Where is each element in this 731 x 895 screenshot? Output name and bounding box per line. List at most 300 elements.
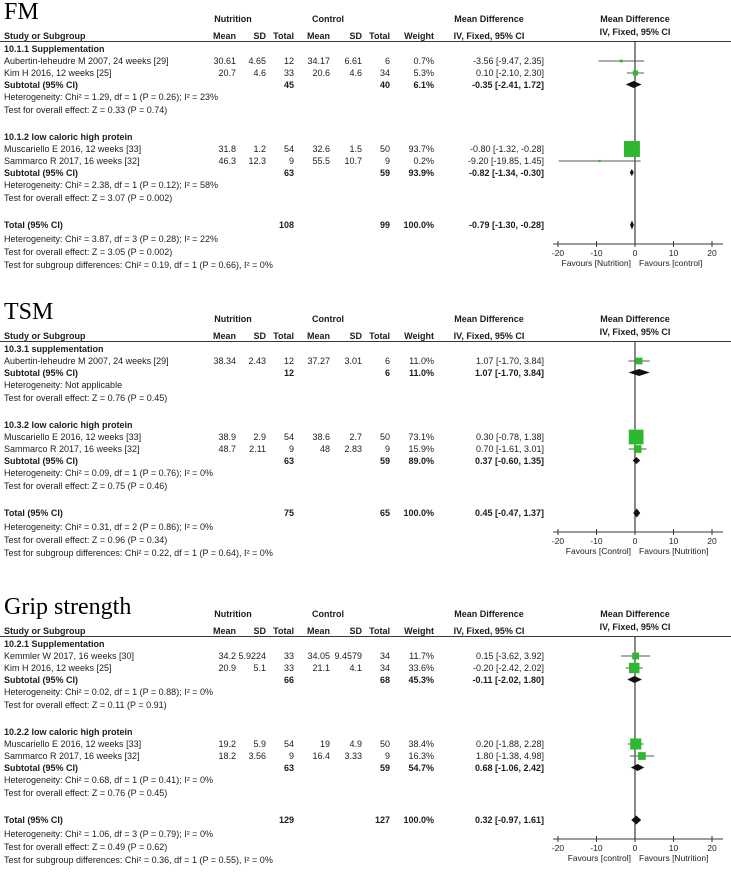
cell-ci: -3.56 [-9.47, 2.35] (472, 56, 544, 66)
footnote-line-text: Test for overall effect: Z = 0.49 (P = 0.62) (4, 841, 168, 852)
cell-sd1: 1.2 (253, 144, 266, 154)
footnote-line-text: Test for overall effect: Z = 3.05 (P = 0.002) (4, 246, 173, 257)
footnote-line-text: Heterogeneity: Chi² = 0.31, df = 2 (P = 0.86); I² = 0% (4, 521, 213, 532)
subgroup-label (0, 725, 545, 738)
heterogeneity-line-text: Heterogeneity: Chi² = 0.09, df = 1 (P = 0.76); I² = 0% (4, 467, 213, 478)
cell-total1: 63 (283, 762, 294, 773)
cell-weight: 0.2% (413, 156, 434, 166)
overall-effect-line-text: Test for overall effect: Z = 0.33 (P = 0.74) (4, 104, 168, 115)
cell-weight: 93.9% (408, 167, 434, 178)
tick-label: 20 (707, 248, 717, 258)
favours-right-label: Favours [Nutrition] (639, 546, 709, 556)
column-header-total1: Total (273, 31, 294, 41)
cell-total1: 63 (283, 455, 294, 466)
cell-mean2: 34.05 (307, 651, 330, 661)
cell-sd1: 4.6 (253, 68, 266, 78)
column-header-weight: Weight (404, 331, 434, 341)
cell-ci: 0.70 [-1.61, 3.01] (475, 444, 544, 454)
cell-total1: 12 (283, 367, 294, 378)
column-header-study: Study or Subgroup (4, 626, 86, 636)
panel-title: Grip strength (4, 594, 132, 620)
column-header-mean1: Mean (212, 626, 236, 636)
cell-mean1: 38.34 (213, 356, 236, 366)
group-header-mean-difference: Mean Difference (454, 609, 524, 619)
tick-label: -10 (590, 248, 603, 258)
cell-weight: 33.6% (408, 663, 434, 673)
pooled-diamond (630, 221, 634, 230)
cell-total1: 12 (283, 56, 294, 66)
cell-total2: 50 (379, 739, 390, 749)
group-header-mean-difference: Mean Difference (454, 14, 524, 24)
cell-weight: 11.0% (409, 356, 434, 366)
cell-study: Subtotal (95% CI) (4, 455, 79, 466)
cell-sd1: 5.9 (253, 739, 266, 749)
forest-plot-svg (545, 595, 731, 895)
effect-marker-square (636, 358, 643, 365)
cell-total1: 33 (283, 68, 294, 78)
column-header-mean1: Mean (212, 331, 236, 341)
column-header-mean1: Mean (212, 31, 236, 41)
column-header-sd2: SD (349, 626, 362, 636)
column-header-row (0, 331, 545, 341)
pooled-diamond (633, 457, 641, 464)
overall-effect-line-text: Test for overall effect: Z = 0.75 (P = 0.46) (4, 480, 168, 491)
cell-weight: 11.0% (408, 367, 434, 378)
cell-study: Sammarco R 2017, 16 weeks [32] (4, 444, 140, 454)
column-header-sd1: SD (253, 626, 266, 636)
cell-ci: -9.20 [-19.85, 1.45] (467, 156, 544, 166)
footnote-line (0, 533, 545, 546)
footnote-line (0, 232, 545, 245)
plot-header-ci: IV, Fixed, 95% CI (599, 622, 671, 632)
spacer-row (0, 799, 545, 813)
cell-weight: 73.1% (408, 432, 434, 442)
cell-mean2: 19 (319, 739, 330, 749)
cell-total1: 54 (283, 739, 294, 749)
cell-sd2: 10.7 (344, 156, 362, 166)
pooled-diamond (627, 676, 642, 683)
subgroup-label-text: 10.1.1 Supplementation (4, 43, 105, 54)
column-header-row (0, 626, 545, 636)
tick-label: 20 (707, 536, 717, 546)
column-header-sd2: SD (349, 31, 362, 41)
cell-weight: 89.0% (408, 455, 434, 466)
footnote-line (0, 853, 545, 866)
cell-ci: -0.82 [-1.34, -0.30] (468, 167, 544, 178)
tick-label: 20 (707, 843, 717, 853)
total-row (0, 506, 545, 520)
cell-mean2: 34.17 (307, 56, 330, 66)
cell-study: Sammarco R 2017, 16 weeks [32] (4, 751, 140, 761)
effect-marker-square (638, 752, 646, 760)
favours-right-label: Favours [Nutrition] (639, 853, 709, 863)
cell-total1: 33 (283, 651, 294, 661)
cell-total2: 6 (384, 356, 390, 366)
heterogeneity-line (0, 466, 545, 479)
cell-ci: 0.37 [-0.60, 1.35] (474, 455, 544, 466)
footnote-line (0, 258, 545, 271)
plot-header-mean-difference: Mean Difference (600, 314, 670, 324)
cell-total1: 12 (283, 356, 294, 366)
cell-weight: 16.3% (408, 751, 434, 761)
cell-sd2: 2.7 (349, 432, 362, 442)
column-header-ci: IV, Fixed, 95% CI (453, 626, 525, 636)
forest-panel-tsm (0, 300, 731, 595)
cell-total2: 65 (379, 508, 390, 518)
cell-mean1: 18.2 (218, 751, 236, 761)
forest-plot-svg (545, 0, 731, 300)
cell-total2: 59 (379, 455, 390, 466)
cell-sd2: 1.5 (349, 144, 362, 154)
cell-ci: 1.07 [-1.70, 3.84] (475, 356, 544, 366)
heterogeneity-line (0, 90, 545, 103)
subgroup-label (0, 42, 545, 55)
total-row (0, 813, 545, 827)
overall-effect-line-text: Test for overall effect: Z = 0.76 (P = 0.45) (4, 392, 168, 403)
cell-study: Subtotal (95% CI) (4, 762, 79, 773)
group-header-nutrition: Nutrition (214, 609, 252, 619)
column-header-ci: IV, Fixed, 95% CI (453, 31, 525, 41)
cell-weight: 93.7% (408, 144, 434, 154)
cell-sd2: 6.61 (344, 56, 362, 66)
cell-weight: 100.0% (403, 815, 434, 825)
cell-total2: 50 (379, 144, 390, 154)
tick-label: 10 (668, 843, 679, 853)
cell-study: Kemmler W 2017, 16 weeks [30] (4, 651, 135, 661)
cell-weight: 100.0% (403, 220, 434, 230)
cell-weight: 6.1% (413, 79, 434, 90)
cell-ci: 1.07 [-1.70, 3.84] (474, 367, 544, 378)
pooled-diamond (631, 764, 644, 771)
footnote-line-text: Test for subgroup differences: Chi² = 0.22, df = 1 (P = 0.64), I² = 0% (4, 547, 273, 558)
heterogeneity-line (0, 685, 545, 698)
cell-total2: 6 (384, 56, 390, 66)
cell-study: Sammarco R 2017, 16 weeks [32] (4, 156, 140, 166)
column-header-mean2: Mean (306, 31, 330, 41)
overall-effect-line (0, 786, 545, 799)
heterogeneity-line-text: Heterogeneity: Not applicable (4, 379, 123, 390)
study-row (0, 738, 545, 750)
spacer-row (0, 711, 545, 725)
tick-label: -20 (551, 536, 565, 546)
tick-label: 0 (632, 248, 638, 258)
cell-study: Muscariello E 2016, 12 weeks [33] (4, 432, 142, 442)
cell-total1: 63 (283, 167, 294, 178)
group-header-mean-difference: Mean Difference (454, 314, 524, 324)
cell-sd2: 3.33 (344, 751, 362, 761)
cell-ci: -0.35 [-2.41, 1.72] (471, 79, 544, 90)
cell-total2: 34 (379, 651, 390, 661)
study-row (0, 750, 545, 762)
study-row (0, 431, 545, 443)
cell-ci: 0.32 [-0.97, 1.61] (474, 815, 544, 825)
heterogeneity-line-text: Heterogeneity: Chi² = 0.02, df = 1 (P = 0.88); I² = 0% (4, 686, 213, 697)
plot-header-ci: IV, Fixed, 95% CI (599, 27, 671, 37)
cell-weight: 54.7% (408, 762, 434, 773)
overall-effect-line (0, 391, 545, 404)
column-header-total2: Total (369, 31, 390, 41)
cell-mean2: 38.6 (312, 432, 330, 442)
column-header-total1: Total (273, 626, 294, 636)
cell-mean2: 21.1 (312, 663, 330, 673)
cell-sd2: 4.9 (349, 739, 362, 749)
cell-total2: 9 (384, 751, 390, 761)
effect-marker-square (633, 70, 638, 75)
cell-study: Aubertin-leheudre M 2007, 24 weeks [29] (4, 356, 169, 366)
spacer-row (0, 404, 545, 418)
tick-label: -20 (551, 248, 565, 258)
cell-total1: 33 (283, 663, 294, 673)
cell-mean2: 48 (319, 444, 330, 454)
cell-sd1: 2.43 (248, 356, 266, 366)
cell-study: Muscariello E 2016, 12 weeks [33] (4, 144, 142, 154)
overall-effect-line (0, 698, 545, 711)
column-header-mean2: Mean (306, 626, 330, 636)
cell-ci: 0.10 [-2.10, 2.30] (475, 68, 544, 78)
footnote-line (0, 827, 545, 840)
cell-ci: 0.20 [-1.88, 2.28] (475, 739, 544, 749)
heterogeneity-line-text: Heterogeneity: Chi² = 1.29, df = 1 (P = 0.26); I² = 23% (4, 91, 218, 102)
study-row (0, 155, 545, 167)
heterogeneity-line (0, 378, 545, 391)
cell-weight: 15.9% (408, 444, 434, 454)
spacer-row (0, 116, 545, 130)
forest-plot-svg (545, 300, 731, 595)
subtotal-row (0, 167, 545, 178)
subgroup-label-text: 10.2.2 low caloric high protein (4, 726, 133, 737)
study-row (0, 143, 545, 155)
group-header-nutrition: Nutrition (214, 314, 252, 324)
spacer-row (0, 204, 545, 218)
cell-study: Muscariello E 2016, 12 weeks [33] (4, 739, 142, 749)
favours-left-label: Favours [Nutrition] (561, 258, 631, 268)
cell-total1: 54 (283, 144, 294, 154)
panel-title: TSM (4, 299, 54, 325)
cell-study: Kim H 2016, 12 weeks [25] (4, 663, 112, 673)
cell-ci: -0.11 [-2.02, 1.80] (472, 674, 544, 685)
subtotal-row (0, 762, 545, 773)
column-header-sd1: SD (253, 331, 266, 341)
column-header-sd1: SD (253, 31, 266, 41)
cell-mean1: 20.7 (218, 68, 236, 78)
favours-left-label: Favours [control] (567, 853, 631, 863)
overall-effect-line-text: Test for overall effect: Z = 0.76 (P = 0.45) (4, 787, 168, 798)
heterogeneity-line (0, 773, 545, 786)
cell-study: Total (95% CI) (4, 815, 63, 825)
overall-effect-line-text: Test for overall effect: Z = 3.07 (P = 0.002) (4, 192, 173, 203)
footnote-line (0, 245, 545, 258)
cell-mean1: 48.7 (218, 444, 236, 454)
study-row (0, 55, 545, 67)
cell-weight: 45.3% (408, 674, 434, 685)
cell-mean1: 30.61 (213, 56, 236, 66)
cell-total2: 99 (379, 220, 390, 230)
tick-label: 0 (632, 536, 638, 546)
cell-sd2: 4.1 (349, 663, 362, 673)
subgroup-label (0, 418, 545, 431)
cell-ci: 1.80 [-1.38, 4.98] (475, 751, 544, 761)
cell-total1: 108 (278, 220, 294, 230)
column-header-total1: Total (273, 331, 294, 341)
panel-title: FM (4, 0, 39, 25)
cell-total1: 45 (283, 79, 294, 90)
cell-total1: 129 (278, 815, 294, 825)
cell-total1: 66 (283, 674, 294, 685)
subgroup-label-text: 10.3.2 low caloric high protein (4, 419, 133, 430)
cell-total2: 40 (379, 79, 390, 90)
overall-effect-line (0, 479, 545, 492)
effect-marker-square (632, 653, 639, 660)
cell-sd1: 2.9 (253, 432, 266, 442)
plot-header-mean-difference: Mean Difference (600, 14, 670, 24)
heterogeneity-line (0, 178, 545, 191)
pooled-diamond (626, 81, 642, 88)
subtotal-row (0, 674, 545, 685)
column-header-study: Study or Subgroup (4, 31, 86, 41)
cell-total1: 9 (288, 751, 294, 761)
pooled-diamond (631, 816, 641, 825)
footnote-line-text: Heterogeneity: Chi² = 3.87, df = 3 (P = 0.28); I² = 22% (4, 233, 218, 244)
cell-total2: 127 (374, 815, 390, 825)
plot-header-mean-difference: Mean Difference (600, 609, 670, 619)
cell-sd1: 5.1 (253, 663, 266, 673)
footnote-line-text: Test for subgroup differences: Chi² = 0.36, df = 1 (P = 0.55), I² = 0% (4, 854, 273, 865)
cell-weight: 100.0% (403, 508, 434, 518)
cell-ci: -0.20 [-2.42, 2.02] (472, 663, 544, 673)
cell-ci: 0.45 [-0.47, 1.37] (474, 508, 544, 518)
subgroup-label (0, 342, 545, 355)
tick-label: -10 (590, 536, 603, 546)
forest-panel-fm (0, 0, 731, 300)
cell-total1: 9 (288, 156, 294, 166)
group-header-nutrition: Nutrition (214, 14, 252, 24)
study-row (0, 355, 545, 367)
cell-study: Subtotal (95% CI) (4, 167, 79, 178)
group-header-control: Control (312, 14, 344, 24)
cell-total2: 9 (384, 156, 390, 166)
study-row (0, 662, 545, 674)
tick-label: -20 (551, 843, 565, 853)
footnote-line-text: Heterogeneity: Chi² = 1.06, df = 3 (P = 0.79); I² = 0% (4, 828, 213, 839)
cell-mean2: 55.5 (312, 156, 330, 166)
subtotal-row (0, 79, 545, 90)
cell-sd1: 4.65 (248, 56, 266, 66)
cell-mean1: 19.2 (218, 739, 236, 749)
spacer-row (0, 492, 545, 506)
cell-sd2: 2.83 (344, 444, 362, 454)
effect-marker-square (630, 738, 641, 749)
overall-effect-line (0, 191, 545, 204)
cell-weight: 11.7% (409, 651, 434, 661)
subtotal-row (0, 455, 545, 466)
cell-sd1: 3.56 (248, 751, 266, 761)
cell-mean2: 20.6 (312, 68, 330, 78)
plot-header-ci: IV, Fixed, 95% CI (599, 327, 671, 337)
cell-total2: 6 (384, 367, 390, 378)
cell-weight: 5.3% (413, 68, 434, 78)
column-header-total2: Total (369, 331, 390, 341)
effect-marker-square (598, 160, 600, 162)
effect-marker-square (624, 141, 640, 157)
group-header-control: Control (312, 609, 344, 619)
cell-total1: 75 (283, 508, 294, 518)
cell-mean1: 20.9 (218, 663, 236, 673)
cell-study: Aubertin-leheudre M 2007, 24 weeks [29] (4, 56, 169, 66)
tick-label: 10 (668, 248, 679, 258)
cell-total2: 59 (379, 762, 390, 773)
heterogeneity-line-text: Heterogeneity: Chi² = 2.38, df = 1 (P = 0.12); I² = 58% (4, 179, 218, 190)
tick-label: -10 (590, 843, 603, 853)
tick-label: 10 (668, 536, 679, 546)
cell-mean2: 32.6 (312, 144, 330, 154)
overall-effect-line-text: Test for overall effect: Z = 0.11 (P = 0.91) (4, 699, 167, 710)
subgroup-label-text: 10.1.2 low caloric high protein (4, 131, 133, 142)
cell-sd1: 5.9224 (238, 651, 266, 661)
subgroup-label-text: 10.3.1 supplementation (4, 343, 104, 354)
cell-sd2: 9.4579 (334, 651, 362, 661)
footnote-line-text: Test for subgroup differences: Chi² = 0.19, df = 1 (P = 0.66), I² = 0% (4, 259, 273, 270)
cell-study: Kim H 2016, 12 weeks [25] (4, 68, 112, 78)
cell-sd2: 3.01 (344, 356, 362, 366)
subgroup-label-text: 10.2.1 Supplementation (4, 638, 105, 649)
cell-mean1: 31.8 (218, 144, 236, 154)
cell-sd1: 2.11 (249, 444, 266, 454)
study-row (0, 67, 545, 79)
favours-left-label: Favours [Control] (565, 546, 631, 556)
footnote-line (0, 546, 545, 559)
column-header-sd2: SD (349, 331, 362, 341)
column-header-total2: Total (369, 626, 390, 636)
cell-mean1: 46.3 (218, 156, 236, 166)
cell-total2: 68 (379, 674, 390, 685)
pooled-diamond (633, 509, 640, 518)
cell-total2: 9 (384, 444, 390, 454)
study-row (0, 443, 545, 455)
study-row (0, 650, 545, 662)
cell-weight: 0.7% (413, 56, 434, 66)
cell-sd2: 4.6 (349, 68, 362, 78)
effect-marker-square (634, 445, 642, 453)
cell-total2: 50 (379, 432, 390, 442)
cell-ci: 0.68 [-1.06, 2.42] (474, 762, 544, 773)
column-header-weight: Weight (404, 626, 434, 636)
effect-marker-square (629, 663, 639, 673)
column-header-ci: IV, Fixed, 95% CI (453, 331, 525, 341)
cell-study: Subtotal (95% CI) (4, 367, 79, 378)
overall-effect-line (0, 103, 545, 116)
total-row (0, 218, 545, 232)
cell-study: Total (95% CI) (4, 508, 63, 518)
cell-total2: 34 (379, 68, 390, 78)
cell-mean2: 16.4 (312, 751, 330, 761)
cell-ci: -0.80 [-1.32, -0.28] (469, 144, 544, 154)
effect-marker-square (629, 430, 644, 445)
cell-weight: 38.4% (408, 739, 434, 749)
column-header-study: Study or Subgroup (4, 331, 86, 341)
cell-total1: 54 (283, 432, 294, 442)
cell-sd1: 12.3 (248, 156, 266, 166)
footnote-line-text: Test for overall effect: Z = 0.96 (P = 0.34) (4, 534, 168, 545)
effect-marker-square (620, 60, 623, 63)
cell-mean1: 34.2 (218, 651, 236, 661)
tick-label: 0 (632, 843, 638, 853)
column-header-mean2: Mean (306, 331, 330, 341)
subtotal-row (0, 367, 545, 378)
cell-total2: 34 (379, 663, 390, 673)
cell-mean2: 37.27 (307, 356, 330, 366)
footnote-line (0, 840, 545, 853)
cell-study: Total (95% CI) (4, 220, 63, 230)
